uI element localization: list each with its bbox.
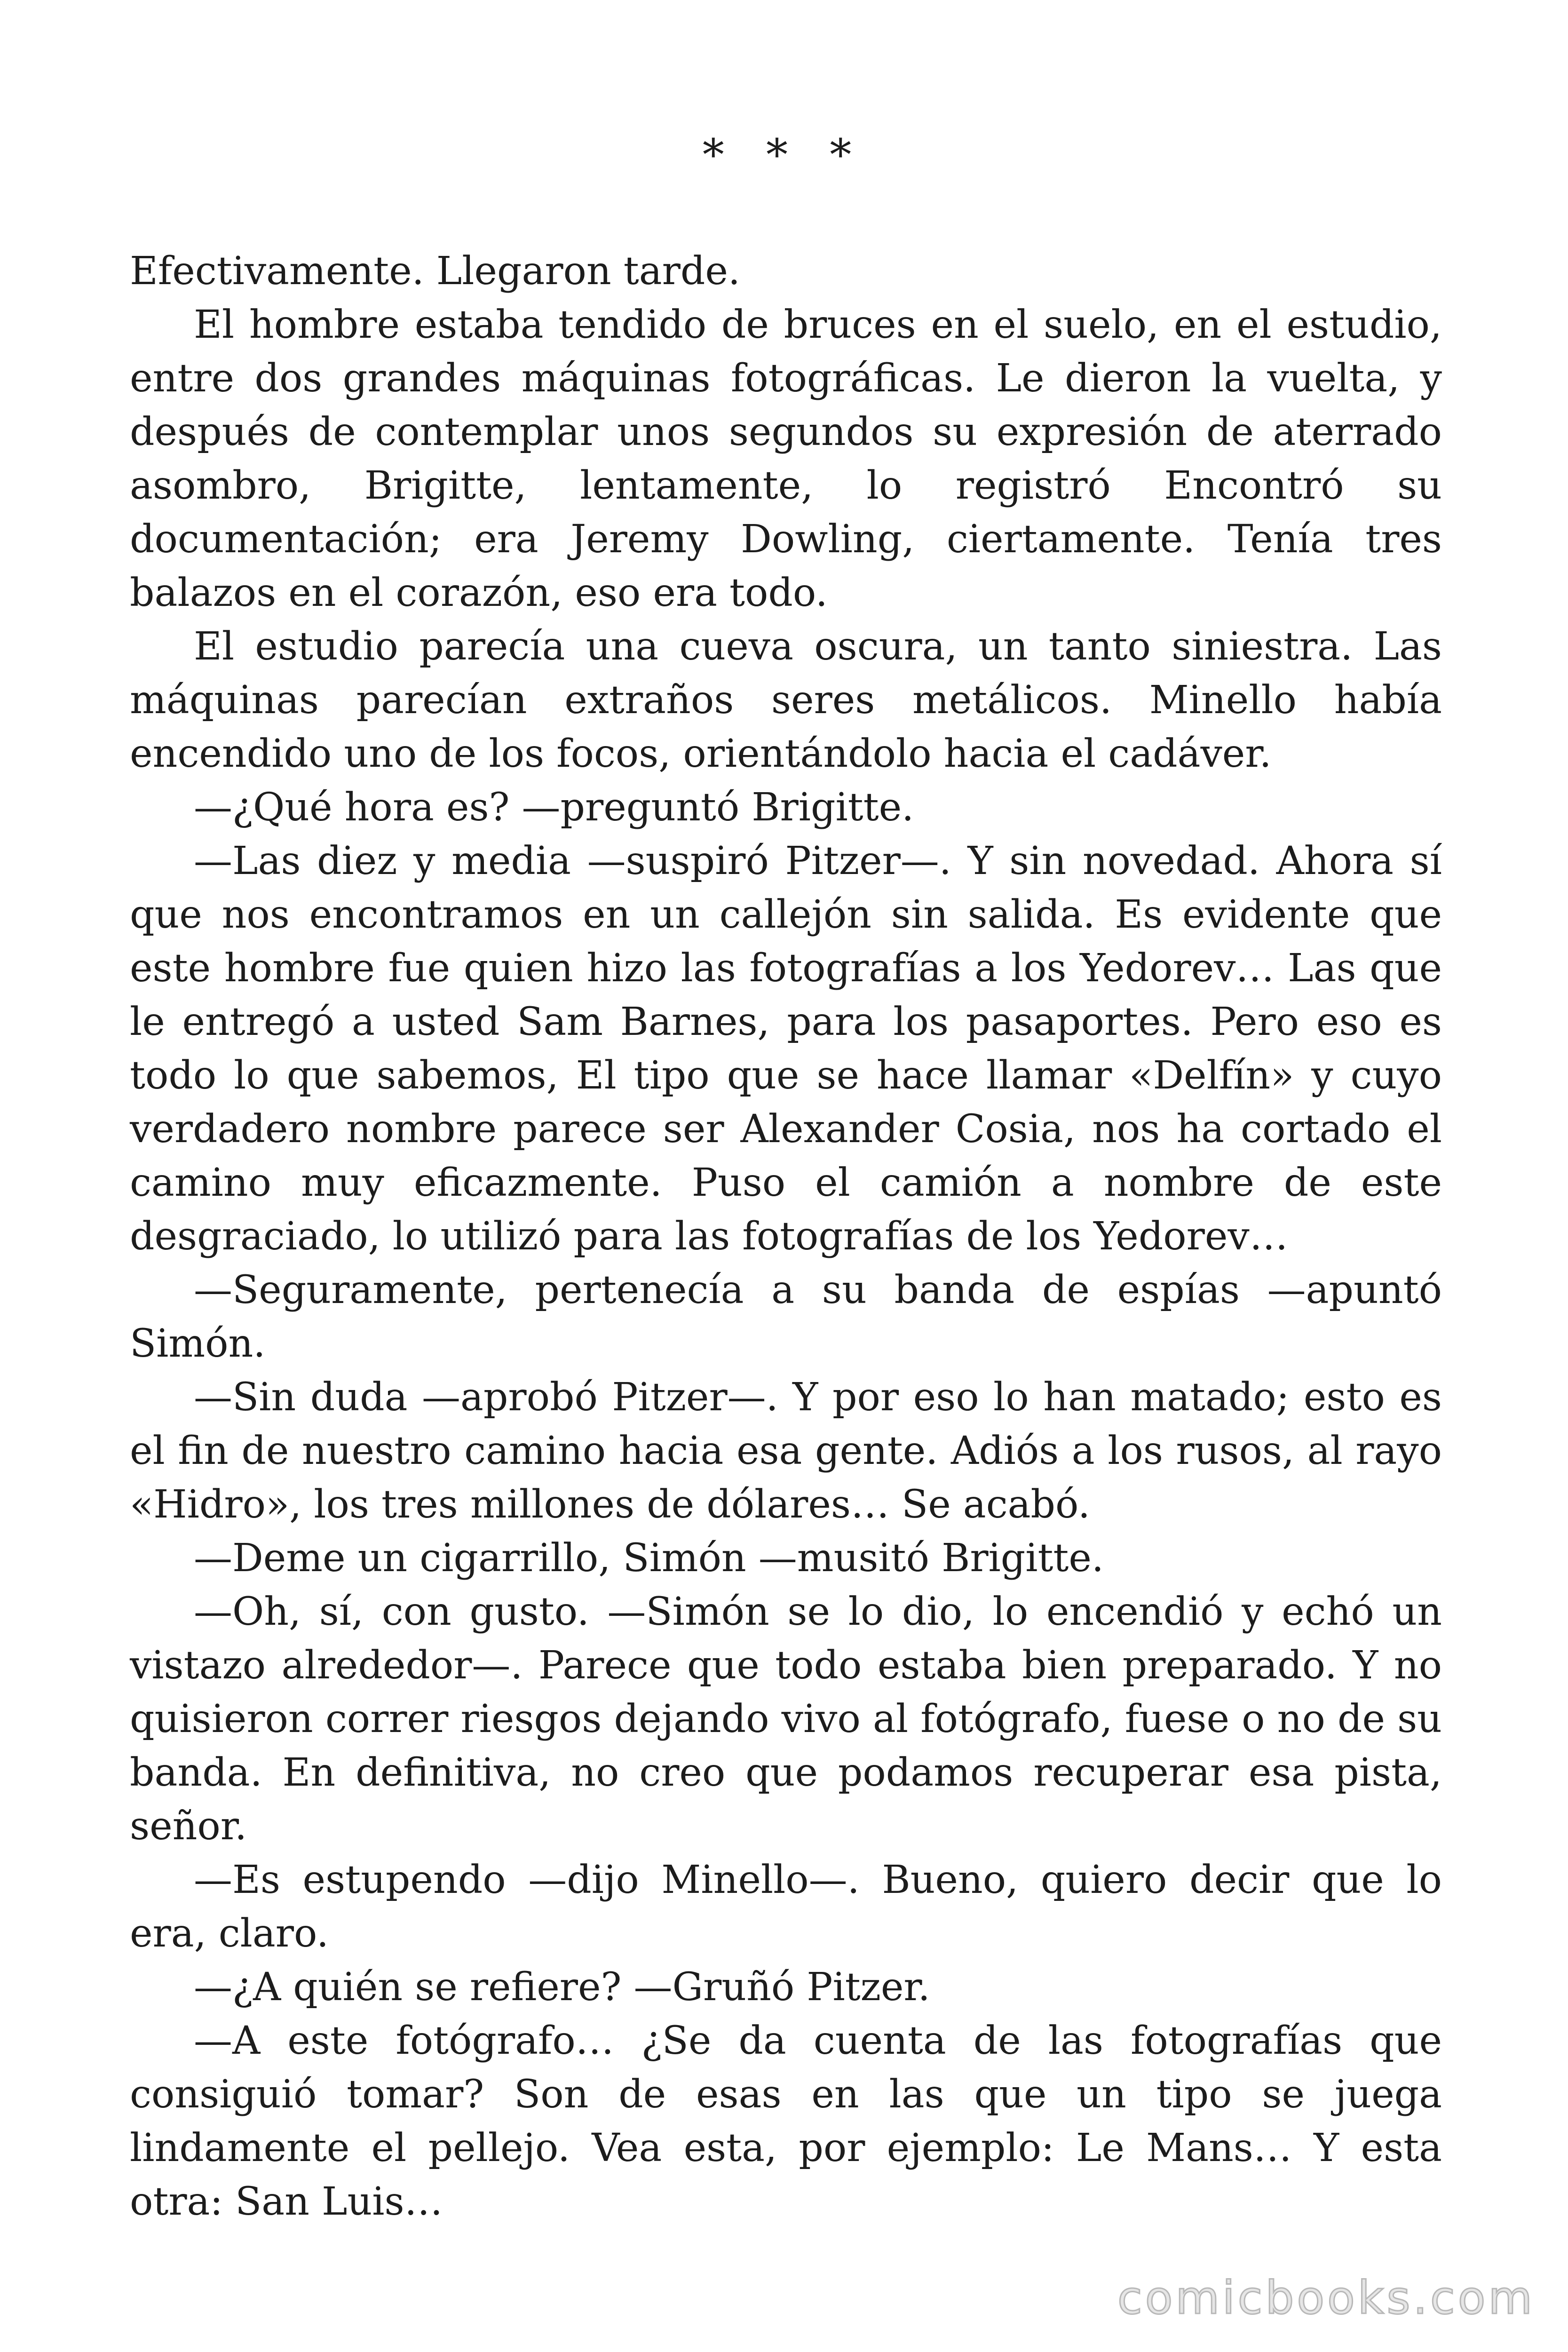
dialogue-paragraph: —Oh, sí, con gusto. —Simón se lo dio, lo encendió y echó un vistazo alrededor—. Parece que todo estaba bien preparado. Y no quisieron correr riesgos dejando vivo al fotógrafo, fuese o no de su banda. En definitiva, no creo que podamos recuperar esa pista, señor. xyxy=(130,1589,1442,1849)
dialogue-paragraph: —¿A quién se refiere? —Gruñó Pitzer. xyxy=(194,1965,930,2010)
dialogue-paragraph: —Las diez y media —suspiró Pitzer—. Y sin novedad. Ahora sí que nos encontramos en un callejón sin salida. Es evidente que este hombre fue quien hizo las fotografías a los Yedorev… Las que le entregó a usted Sam Barnes, para los pasaportes. Pero eso es todo lo que sabemos, El tipo que se hace llamar «Delfín» y cuyo verdadero nombre parece ser Alexander Cosia, nos ha cortado el camino muy eficazmente. Puso el camión a nombre de este desgraciado, lo utilizó para las fotografías de los Yedorev… xyxy=(130,839,1442,1259)
watermark: comicbooks.com xyxy=(1117,2272,1535,2324)
paragraph: El estudio parecía una cueva oscura, un tanto siniestra. Las máquinas parecían extraños seres metálicos. Minello había encendido uno de los focos, orientándolo hacia el cadáver. xyxy=(130,624,1442,776)
dialogue-paragraph: —Seguramente, pertenecía a su banda de espías —apuntó Simón. xyxy=(130,1268,1442,1366)
dialogue-paragraph: —¿Qué hora es? —preguntó Brigitte. xyxy=(194,785,914,830)
paragraph: El hombre estaba tendido de bruces en el suelo, en el estudio, entre dos grandes máquinas fotográficas. Le dieron la vuelta, y después de contemplar unos segundos su expresión de aterrado asombro, Brigitte, lentamente, lo registró Encontró su documentación; era Jeremy Dowling, ciertamente. Tenía tres balazos en el corazón, eso era todo. xyxy=(130,302,1442,615)
dialogue-paragraph: —Es estupendo —dijo Minello—. Bueno, quiero decir que lo era, claro. xyxy=(130,1858,1442,1956)
dialogue-paragraph: —Sin duda —aprobó Pitzer—. Y por eso lo han matado; esto es el fin de nuestro camino hacia esa gente. Adiós a los rusos, al rayo «Hidro», los tres millones de dólares… Se acabó. xyxy=(130,1375,1442,1527)
paragraph: Efectivamente. Llegaron tarde. xyxy=(130,249,740,294)
dialogue-paragraph: —A este fotógrafo… ¿Se da cuenta de las fotografías que consiguió tomar? Son de esas en las que un tipo se juega lindamente el pellejo. Vea esta, por ejemplo: Le Mans… Y esta otra: San Luis… xyxy=(130,2018,1442,2224)
section-separator: * * * xyxy=(702,130,866,180)
body-text xyxy=(130,245,1442,2229)
dialogue-paragraph: —Deme un cigarrillo, Simón —musitó Brigitte. xyxy=(194,1536,1104,1581)
